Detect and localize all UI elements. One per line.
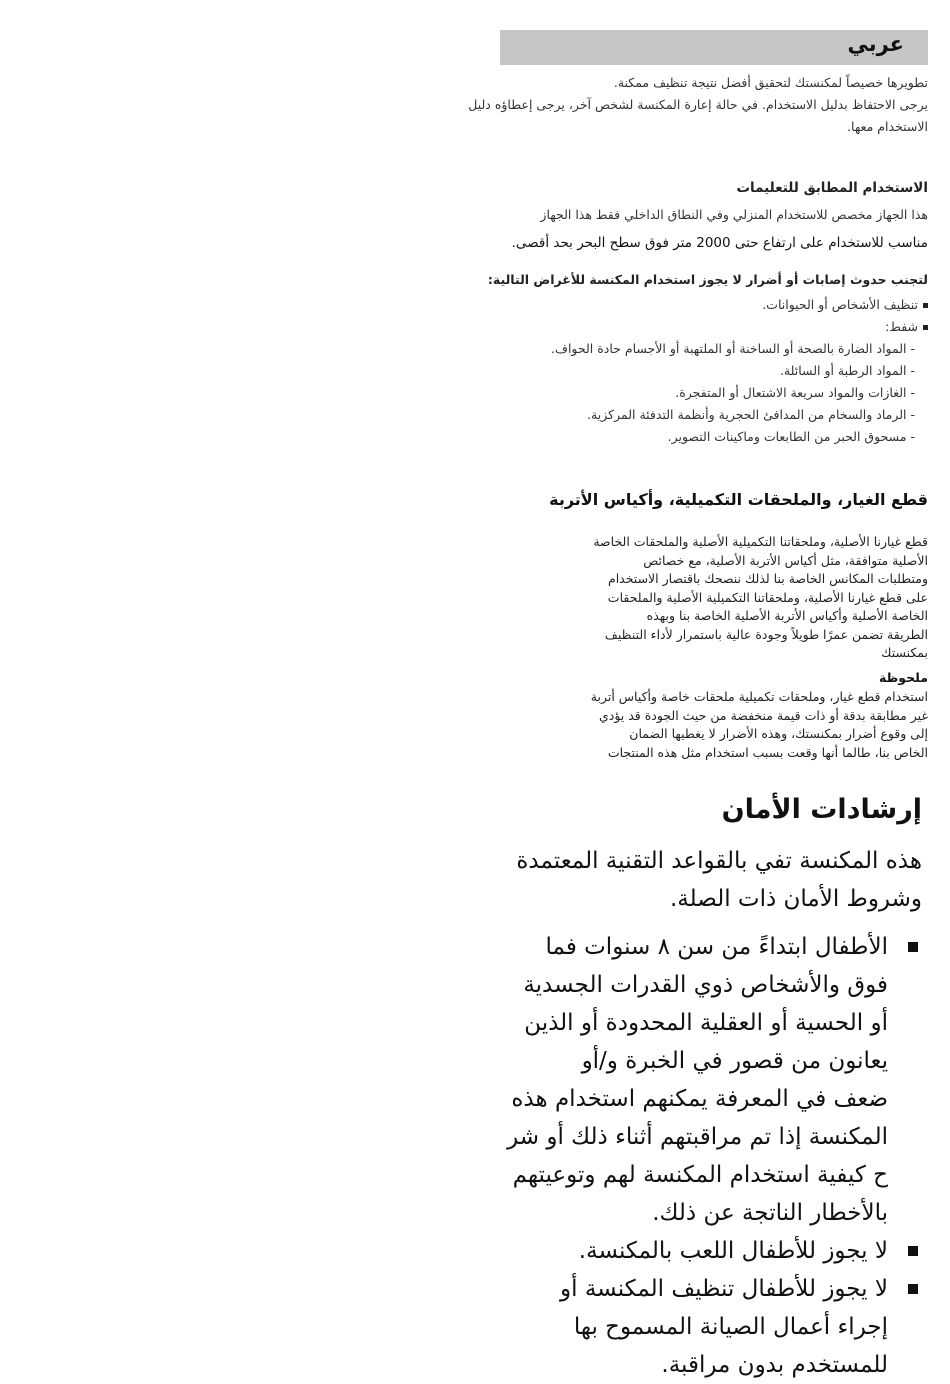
note-heading: ملحوظة	[878, 670, 928, 685]
avoid-dash-list	[395, 338, 915, 448]
safety-intro-line: هذه المكنسة تفي بالقواعد التقنية المعتمدة	[516, 848, 922, 874]
list-item: - المواد الرطبة أو السائلة.	[779, 363, 915, 378]
note-line: إلى وقوع أضرار بمكنستك، وهذه الأضرار لا يغطيها الضمان	[629, 726, 928, 741]
note-paragraph	[408, 688, 928, 762]
bullet-square-icon	[908, 942, 918, 952]
list-item: الأطفال ابتداءً من سن ٨ سنوات فما فوق والأشخاص ذوي القدرات الجسدية أو الحسية أو العقلية المحدودة أو الذين يعانون من قصور في الخبرة و/أو ضعف في المعرفة يمكنهم استخدام هذه المكنسة إذا تم مراقبتهم أثناء ذلك أو شر ح كيفية استخدام المكنسة لهم وتوعيتهم بالأخطار الناتجة عن ذلك.	[422, 928, 922, 1232]
list-item: تنظيف الأشخاص أو الحيوانات.	[408, 294, 928, 316]
list-item: لا يجوز للأطفال اللعب بالمكنسة.	[422, 1232, 922, 1270]
parts-line: الخاصة الأصلية وأكياس الأتربة الأصلية الخاصة بنا وبهذه	[646, 608, 928, 623]
safety-list	[422, 928, 922, 1384]
proper-use-line: مناسب للاستخدام على ارتفاع حتى 2000 متر فوق سطح البحر بحد أقصى.	[511, 235, 928, 251]
avoid-bullets	[408, 294, 928, 338]
intro-paragraph	[408, 72, 928, 138]
list-item: - مسحوق الحبر من الطابعات وماكينات التصوير.	[667, 429, 915, 444]
safety-intro	[402, 842, 922, 918]
avoid-heading: لتجنب حدوث إصابات أو أضرار لا يجوز استخدام المكنسة للأغراض التالية:	[487, 272, 928, 287]
parts-line: الأصلية متوافقة، مثل أكياس الأتربة الأصلية، مع خصائص	[643, 552, 928, 568]
parts-line: على قطع غيارنا الأصلية، وملحقاتنا التكميلية الأصلية والملحقات	[607, 589, 928, 605]
list-item: شفط:	[408, 316, 928, 338]
parts-heading: قطع الغيار، والملحقات التكميلية، وأكياس الأتربة	[549, 490, 928, 509]
bullet-square-icon	[908, 1246, 918, 1256]
intro-line: الاستخدام معها.	[847, 119, 928, 134]
language-header-bar	[500, 30, 928, 65]
parts-line: قطع غيارنا الأصلية، وملحقاتنا التكميلية الأصلية والملحقات الخاصة	[593, 534, 928, 549]
list-item: - المواد الضارة بالصحة أو الساخنة أو الملتهبة أو الأجسام حادة الحواف.	[551, 341, 915, 356]
intro-line: يرجى الاحتفاظ بدليل الاستخدام. في حالة إعارة المكنسة لشخص آخر، يرجى إعطاؤه دليل	[468, 97, 928, 112]
intro-line: تطويرها خصيصاً لمكنستك لتحقيق أفضل نتيجة تنظيف ممكنة.	[613, 75, 928, 90]
safety-heading: إرشادات الأمان	[721, 794, 922, 825]
list-item: - الغازات والمواد سريعة الاشتعال أو المتفجرة.	[675, 385, 915, 400]
note-line: غير مطابقة بدقة أو ذات قيمة منخفضة من حيث الجودة قد يؤدي	[598, 707, 928, 723]
note-line: الخاص بنا، طالما أنها وقعت بسبب استخدام مثل هذه المنتجات	[607, 744, 928, 760]
bullet-square-icon	[923, 303, 928, 308]
parts-paragraph	[408, 533, 928, 663]
note-line: استخدام قطع غيار، وملحقات تكميلية ملحقات خاصة وأكياس أتربة	[590, 689, 928, 704]
safety-intro-line: وشروط الأمان ذات الصلة.	[670, 886, 922, 912]
list-item: لا يجوز للأطفال تنظيف المكنسة أو إجراء أعمال الصيانة المسموح بها للمستخدم بدون مراقبة.	[422, 1270, 922, 1384]
proper-use-line: هذا الجهاز مخصص للاستخدام المنزلي وفي النطاق الداخلي فقط هذا الجهاز	[540, 207, 928, 222]
parts-line: الطريقة تضمن عمرًا طويلاً وجودة عالية باستمرار لأداء التنظيف	[604, 626, 928, 642]
list-item: - الرماد والسخام من المدافئ الحجرية وأنظمة التدفئة المركزية.	[587, 407, 915, 422]
bullet-square-icon	[908, 1284, 918, 1294]
proper-use-heading: الاستخدام المطابق للتعليمات	[736, 180, 928, 196]
language-label: عربي	[847, 32, 904, 56]
bullet-square-icon	[923, 325, 928, 330]
parts-line: بمكنستك	[881, 645, 928, 660]
parts-line: ومتطلبات المكانس الخاصة بنا لذلك ننصحك باقتصار الاستخدام	[607, 571, 928, 586]
